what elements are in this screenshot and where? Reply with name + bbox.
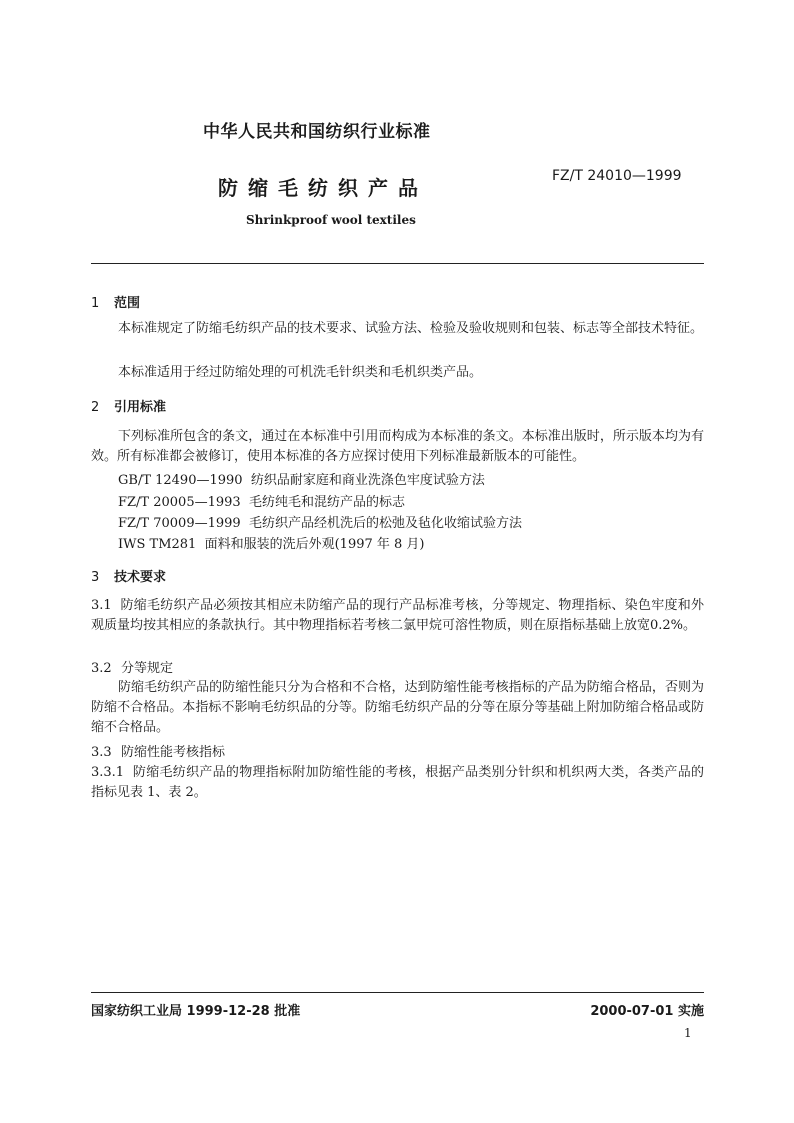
- section-title: 引用标准: [114, 400, 167, 415]
- reference-item: [118, 512, 522, 531]
- clause-title: 分等规定: [121, 661, 174, 676]
- clause-number: 3.3.1: [91, 765, 125, 780]
- english-title: Shrinkproof wool textiles: [246, 213, 416, 227]
- clause-number: 3.1: [91, 598, 112, 613]
- implementation-date: 2000-07-01 实施: [590, 1004, 704, 1019]
- reference-title: 面料和服装的洗后外观(1997 年 8 月): [204, 537, 425, 552]
- section-number: 2: [91, 400, 100, 415]
- section-number: 3: [91, 570, 100, 585]
- reference-code: GB/T 12490—1990: [118, 473, 243, 488]
- document-title: 防缩毛纺织产品: [218, 176, 428, 200]
- reference-code: IWS TM281: [118, 537, 197, 552]
- section-number: 1: [91, 296, 100, 311]
- reference-title: 纺织品耐家庭和商业洗涤色牢度试验方法: [250, 473, 485, 488]
- section-heading: [91, 292, 140, 311]
- clause-heading: [91, 741, 225, 760]
- clause-3-1: [91, 596, 704, 636]
- header-divider: [91, 263, 704, 264]
- clause-text: 防缩毛纺织产品必须按其相应未防缩产品的现行产品标准考核，分等规定、物理指标、染色牢度和外观质量均按其相应的条款执行。其中物理指标若考核二氯甲烷可溶性物质，则在原指标基础上放宽0.2%。: [91, 598, 704, 633]
- paragraph: 本标准规定了防缩毛纺织产品的技术要求、试验方法、检验及验收规则和包装、标志等全部技术特征。: [118, 321, 704, 336]
- clause-number: 3.3: [91, 745, 112, 760]
- reference-code: FZ/T 70009—1999: [118, 516, 241, 531]
- section-title: 范围: [114, 296, 141, 311]
- paragraph: 防缩毛纺织产品的防缩性能只分为合格和不合格，达到防缩性能考核指标的产品为防缩合格品，否则为防缩不合格品。本指标不影响毛纺织品的分等。防缩毛纺织产品的分等在原分等基础上附加防缩合格品或防缩不合格品。: [91, 680, 704, 735]
- paragraph: 本标准适用于经过防缩处理的可机洗毛针织类和毛机织类产品。: [118, 365, 483, 380]
- standard-code: FZ/T 24010—1999: [552, 168, 682, 184]
- clause-number: 3.2: [91, 661, 112, 676]
- industry-standard-heading: 中华人民共和国纺织行业标准: [203, 122, 431, 142]
- reference-title: 毛纺纯毛和混纺产品的标志: [248, 495, 405, 510]
- reference-code: FZ/T 20005—1993: [118, 495, 241, 510]
- section-title: 技术要求: [114, 570, 167, 585]
- section-heading: [91, 566, 166, 585]
- paragraph: 下列标准所包含的条文，通过在本标准中引用而构成为本标准的条文。本标准出版时，所示版本均为有效。所有标准都会被修订，使用本标准的各方应探讨使用下列标准最新版本的可能性。: [91, 429, 704, 464]
- clause-3-3-1: [91, 763, 704, 803]
- clause-heading: [91, 657, 173, 676]
- reference-item: [118, 533, 425, 552]
- reference-item: [118, 469, 485, 488]
- clause-text: 防缩毛纺织产品的物理指标附加防缩性能的考核，根据产品类别分针织和机织两大类，各类产品的指标见表 1、表 2。: [91, 765, 704, 800]
- reference-item: [118, 491, 405, 510]
- clause-title: 防缩性能考核指标: [121, 745, 226, 760]
- footer-divider: [91, 992, 704, 993]
- section-heading: [91, 396, 166, 415]
- approval-date: 国家纺织工业局 1999-12-28 批准: [91, 1004, 301, 1019]
- page-number: 1: [684, 1026, 692, 1040]
- reference-title: 毛纺织产品经机洗后的松弛及毡化收缩试验方法: [248, 516, 522, 531]
